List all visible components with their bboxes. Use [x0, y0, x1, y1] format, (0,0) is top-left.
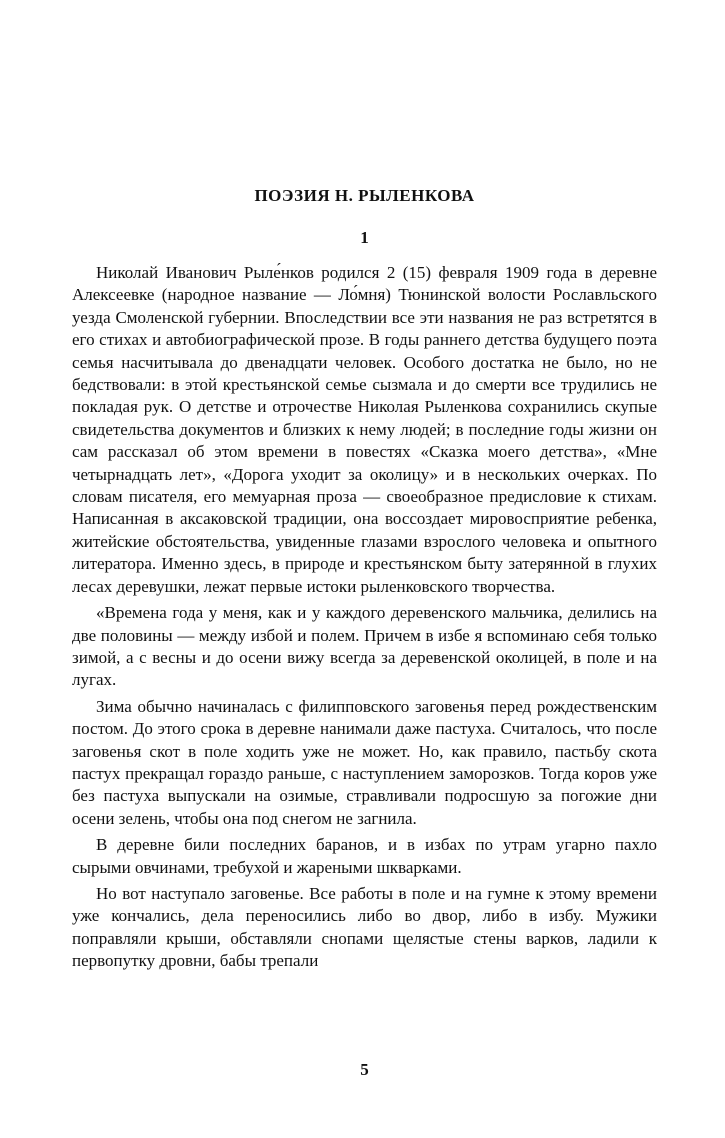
chapter-title: ПОЭЗИЯ Н. РЫЛЕНКОВА: [254, 186, 475, 205]
paragraph: В деревне били последних баранов, и в избах по утрам угарно пахло сырыми овчинами, требухой и жареными шкварками.: [72, 835, 657, 877]
body-text: [72, 262, 657, 977]
section-number: 1: [360, 228, 369, 247]
paragraph: Зима обычно начиналась с филипповского заговенья перед рождественским постом. До этого срока в деревне нанимали даже пастуха. Считалось, что после заговенья скот в поле ходить уже не может. Но, как правило, пастьбу скота пастух прекращал гораздо раньше, с наступлением заморозков. Тогда коров уже без пастуха выпускали на озимые, стравливали подросшую за погожие дни осени зелень, чтобы она под снегом не загнила.: [72, 696, 657, 828]
page-number: 5: [360, 1060, 369, 1079]
paragraph: Николай Иванович Рыле́нков родился 2 (15) февраля 1909 года в деревне Алексеевке (народное название — Ло́мня) Тюнинской волости Рославльского уезда Смоленской губернии. Впоследствии все эти названия не раз встретятся в его стихах и автобиографической прозе. В годы раннего детства будущего поэта семья насчитывала до двенадцати человек. Особого достатка не было, но не бедствовали: в этой крестьянской семье сызмала и до смерти все трудились не покладая рук. О детстве и отрочестве Николая Рыленкова сохранились скупые свидетельства документов и близких к нему людей; в последние годы жизни он сам рассказал об этом времени в повестях «Сказка моего детства», «Мне четырнадцать лет», «Дорога уходит за околицу» и в нескольких очерках. По словам писателя, его мемуарная проза — своеобразное предисловие к стихам. Написанная в аксаковской традиции, она воссоздает мировосприятие ребенка, житейские обстоятельства, увиденные глазами взрослого человека и опытного литератора. Именно здесь, в природе и крестьянском быту затерянной в глухих лесах деревушки, лежат первые истоки рыленковского творчества.: [72, 263, 657, 596]
paragraph: Но вот наступало заговенье. Все работы в поле и на гумне к этому времени уже кончались, дела переносились либо во двор, либо в избу. Мужики поправляли крыши, обставляли снопами щелястые стены варков, ладили к первопутку дровни, бабы трепали: [72, 883, 657, 971]
paragraph: «Времена года у меня, как и у каждого деревенского мальчика, делились на две половины — между избой и полем. Причем в избе я вспоминаю себя только зимой, а с весны и до осени вижу всегда за деревенской околицей, в поле и на лугах.: [72, 603, 657, 690]
book-page: [72, 0, 657, 1138]
